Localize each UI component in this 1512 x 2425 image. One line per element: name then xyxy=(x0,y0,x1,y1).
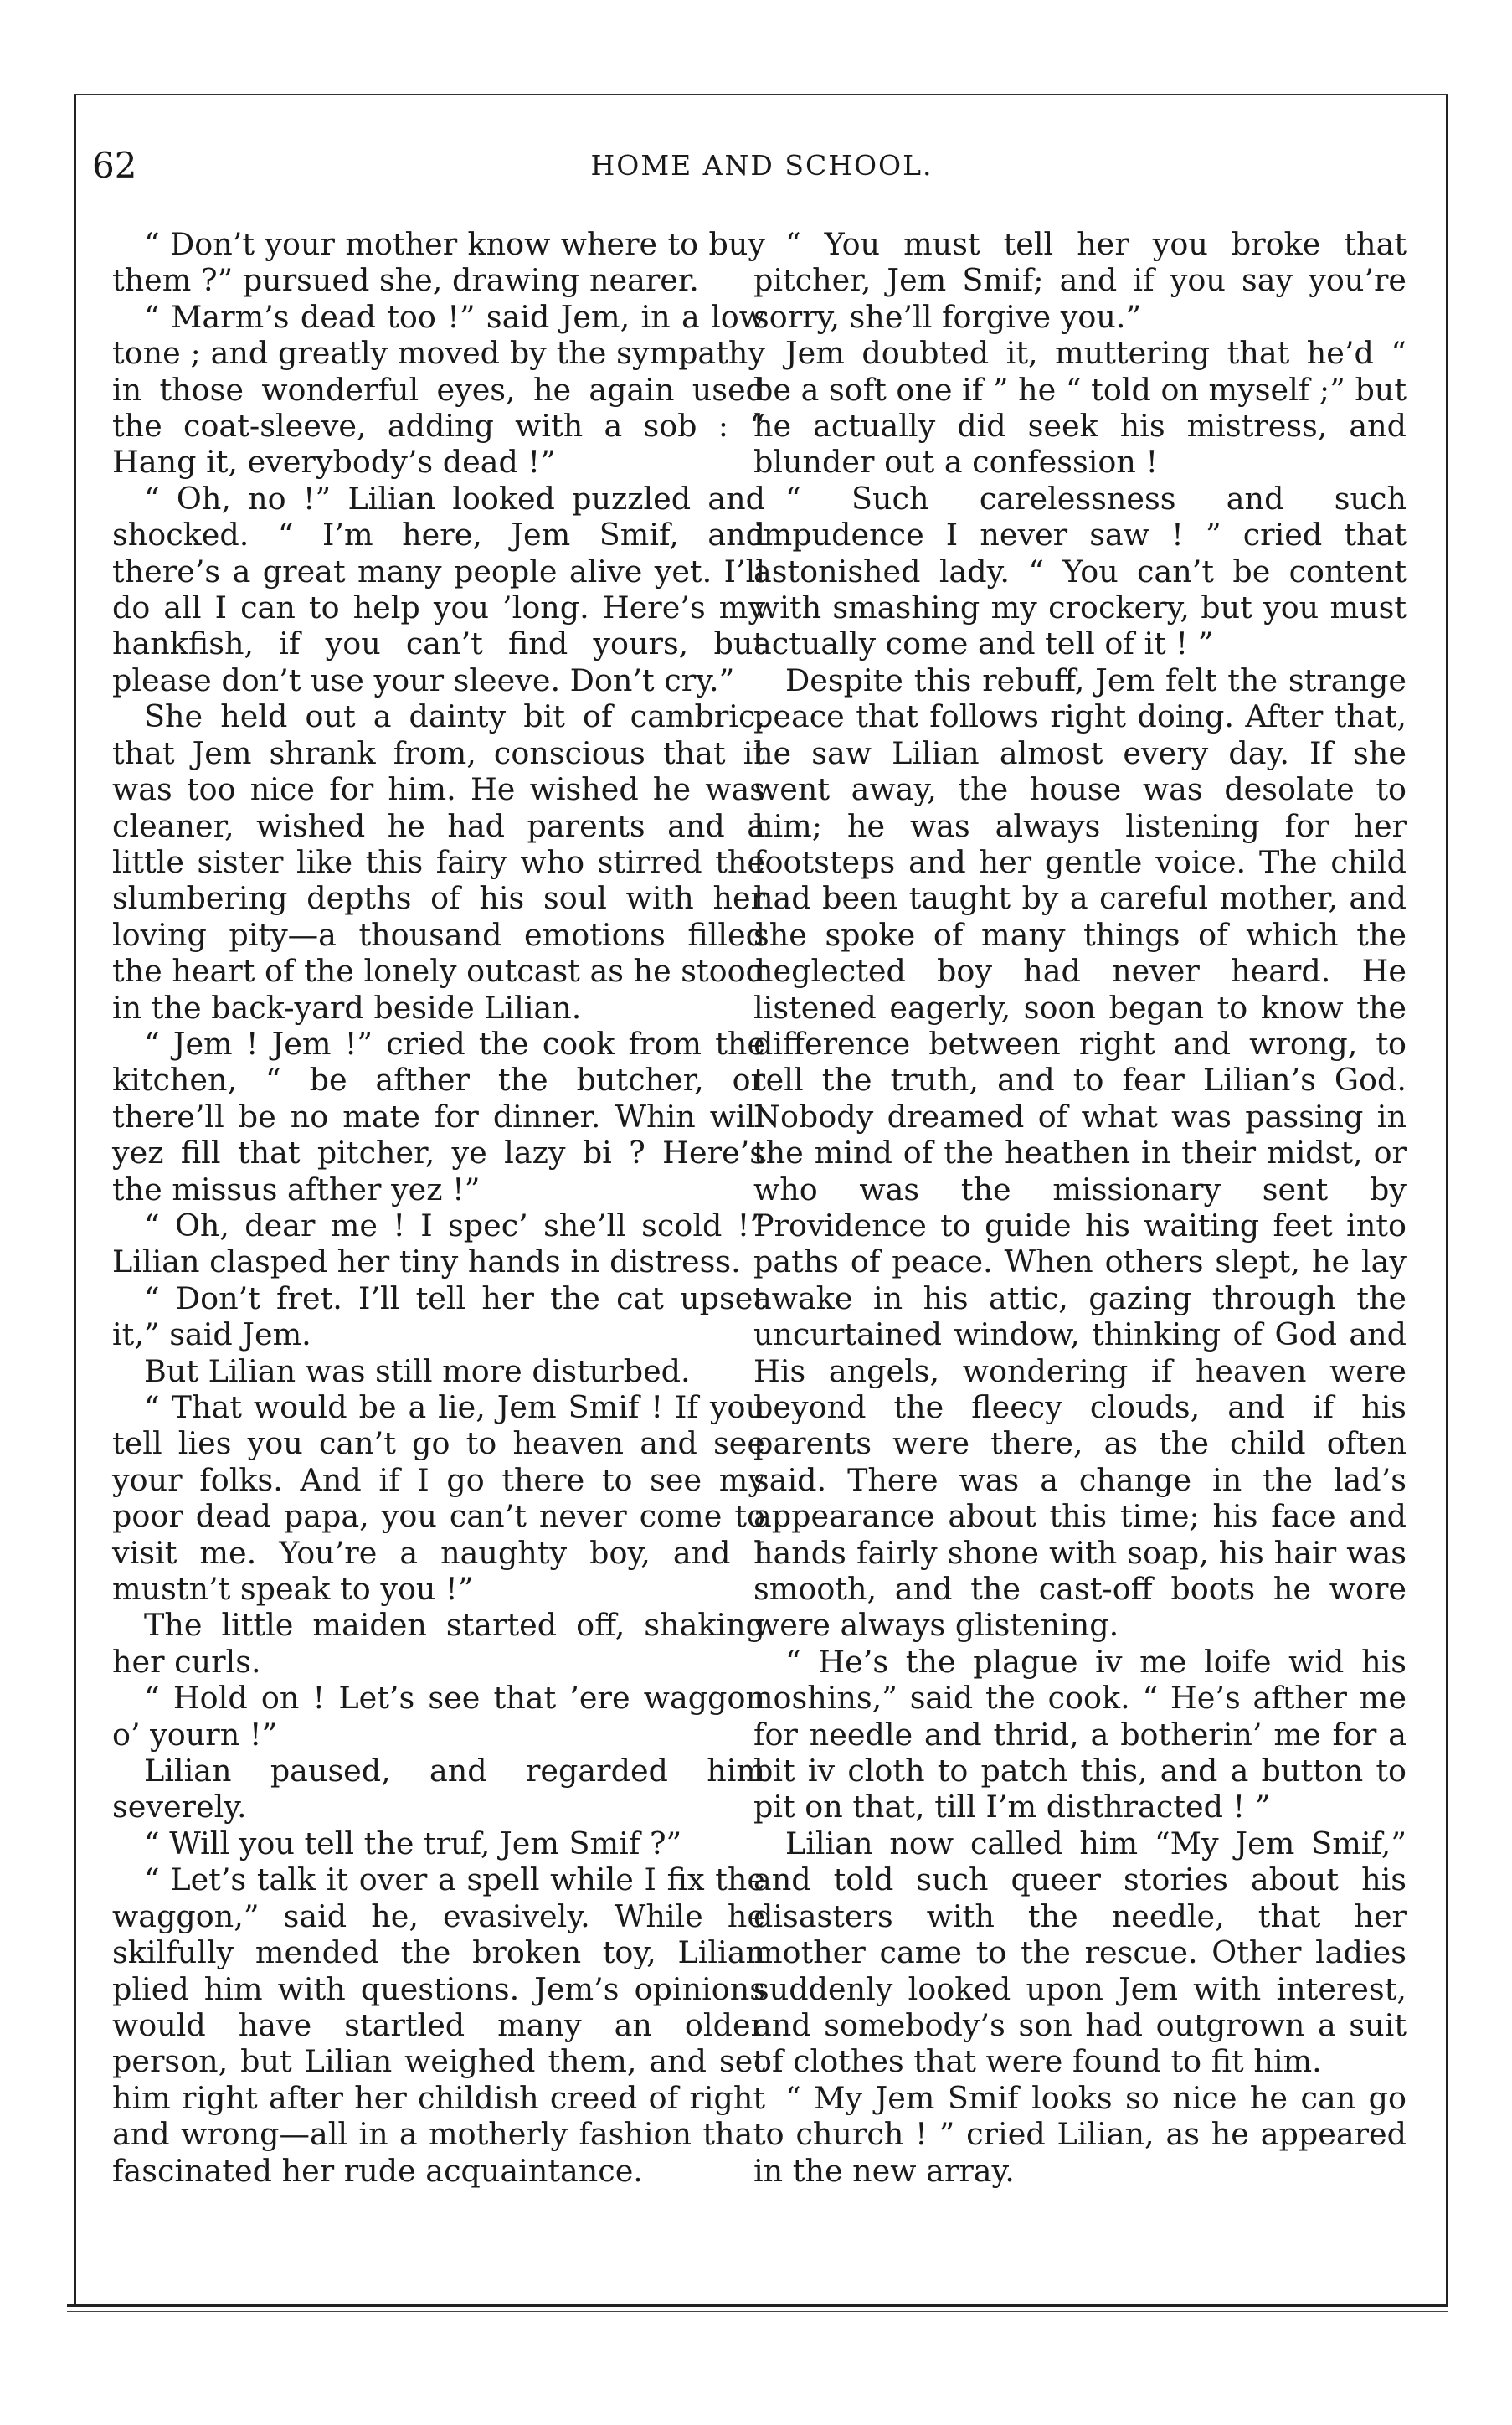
page-number: 62 xyxy=(92,145,137,186)
paragraph: “ Oh, no !” Lilian looked puzzled and shocked. “ I’m here, Jem Smif, and there’s a great many people alive yet. I’ll do all I can to help you ’long. Here’s my hankfish, if you can’t find yours, but please don’t use your sleeve. Don’t cry.” xyxy=(112,480,765,698)
paragraph: “ Don’t your mother know where to buy them ?” pursued she, drawing nearer. xyxy=(112,226,765,299)
right-column xyxy=(753,226,1407,2189)
paragraph: “ Don’t fret. I’ll tell her the cat upset it,” said Jem. xyxy=(112,1279,765,1353)
paragraph: “ He’s the plague iv me loife wid his noshins,” said the cook. “ He’s afther me for needle and thrid, a botherin’ me for a bit iv cloth to patch this, and a button to pit on that, till I’m disthracted ! ” xyxy=(753,1643,1407,1825)
bottom-rule-thin xyxy=(67,2311,1448,2312)
paragraph: “ Marm’s dead too !” said Jem, in a low tone ; and greatly moved by the sympathy in those wonderful eyes, he again used the coat-sleeve, adding with a sob : “ Hang it, everybody’s dead !” xyxy=(112,298,765,481)
paragraph: The little maiden started off, shaking her curls. xyxy=(112,1607,765,1680)
paragraph: “ My Jem Smif looks so nice he can go to church ! ” cried Lilian, as he appeared in the new array. xyxy=(753,2079,1407,2189)
paragraph: “ Hold on ! Let’s see that ’ere waggon o’ yourn !” xyxy=(112,1680,765,1753)
paragraph: She held out a dainty bit of cambric, that Jem shrank from, conscious that it was too nice for him. He wished he was cleaner, wished he had parents and a little sister like this fairy who stirred the slumbering depths of his soul with her loving pity—a thousand emotions filled the heart of the lonely outcast as he stood in the back-yard beside Lilian. xyxy=(112,698,765,1026)
top-rule xyxy=(74,94,1448,95)
paragraph: “ You must tell her you broke that pitcher, Jem Smif; and if you say you’re sorry, she’ll forgive you.” xyxy=(753,226,1407,335)
page-header xyxy=(92,141,1432,191)
paragraph: Lilian now called him “My Jem Smif,” and told such queer stories about his disasters with the needle, that her mother came to the rescue. Other ladies suddenly looked upon Jem with interest, and somebody’s son had outgrown a suit of clothes that were found to fit him. xyxy=(753,1825,1407,2080)
paragraph: Lilian paused, and regarded him severely. xyxy=(112,1753,765,1825)
left-column xyxy=(112,226,765,2189)
paragraph: But Lilian was still more disturbed. xyxy=(144,1352,691,1389)
paragraph: “ Let’s talk it over a spell while I fix the waggon,” said he, evasively. While he skilfully mended the broken toy, Lilian plied him with questions. Jem’s opinions would have startled many an older person, but Lilian weighed them, and set him right after her childish creed of right and wrong—all in a motherly fashion that fascinated her rude acquaintance. xyxy=(112,1861,765,2189)
paragraph: “ Will you tell the truf, Jem Smif ?” xyxy=(144,1825,682,1861)
bottom-rule xyxy=(67,2304,1448,2307)
paragraph: Despite this rebuff, Jem felt the strange peace that follows right doing. After that, he saw Lilian almost every day. If she went away, the house was desolate to him; he was always listening for her footsteps and her gentle voice. The child had been taught by a careful mother, and she spoke of many things of which the neglected boy had never heard. He listened eagerly, soon began to know the difference between right and wrong, to tell the truth, and to fear Lilian’s God. Nobody dreamed of what was passing in the mind of the heathen in their midst, or who was the missionary sent by Providence to guide his waiting feet into paths of peace. When others slept, he lay awake in his attic, gazing through the uncurtained window, thinking of God and His angels, wondering if heaven were beyond the fleecy clouds, and if his parents were there, as the child often said. There was a change in the lad’s appearance about this time; his face and hands fairly shone with soap, his hair was smooth, and the cast-off boots he wore were always glistening. xyxy=(753,662,1407,1644)
paragraph: “ That would be a lie, Jem Smif ! If you tell lies you can’t go to heaven and see your folks. And if I go there to see my poor dead papa, you can’t never come to visit me. You’re a naughty boy, and I mustn’t speak to you !” xyxy=(112,1389,765,1608)
paragraph: “ Such carelessness and such impudence I never saw ! ” cried that astonished lady. “ You can’t be content with smashing my crockery, but you must actually come and tell of it ! ” xyxy=(753,480,1407,662)
running-head: HOME AND SCHOOL. xyxy=(590,149,933,182)
paragraph: “ Oh, dear me ! I spec’ she’ll scold !” Lilian clasped her tiny hands in distress. xyxy=(112,1207,765,1280)
paragraph: “ Jem ! Jem !” cried the cook from the kitchen, “ be afther the butcher, or there’ll be no mate for dinner. Whin will yez fill that pitcher, ye lazy bi ? Here’s the missus afther yez !” xyxy=(112,1025,765,1207)
paragraph: Jem doubted it, muttering that he’d “ be a soft one if ” he “ told on myself ;” but he actually did seek his mistress, and blunder out a confession ! xyxy=(753,335,1407,481)
